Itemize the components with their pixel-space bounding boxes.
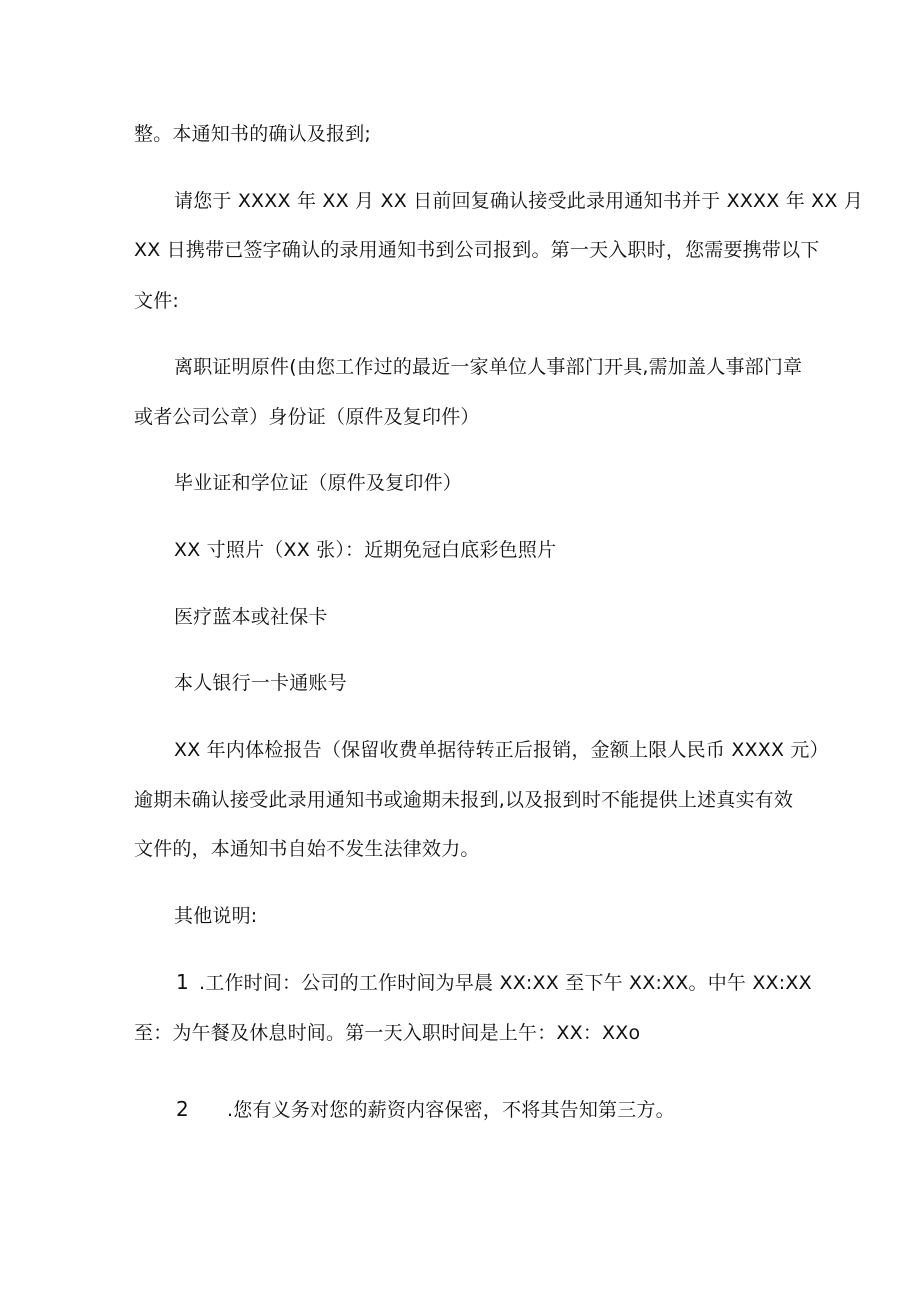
paragraph-line: 文件的，本通知书自始不发生法律效力。: [134, 838, 480, 860]
list-item: 医疗蓝本或社保卡: [174, 606, 328, 628]
paragraph-line: XX 日携带已签字确认的录用通知书到公司报到。第一天入职时，您需要携带以下: [134, 239, 820, 261]
paragraph-line: 或者公司公章）身份证（原件及复印件）: [134, 406, 480, 428]
paragraph-line: XX 年内体检报告（保留收费单据待转正后报销，金额上限人民币 XXXX 元）: [174, 739, 829, 761]
paragraph-line: 离职证明原件(由您工作过的最近一家单位人事部门开具,需加盖人事部门章: [174, 356, 803, 378]
paragraph-line: .工作时间：公司的工作时间为早晨 XX:XX 至下午 XX:XX。中午 XX:XX: [199, 972, 812, 994]
list-item: XX 寸照片（XX 张）：近期免冠白底彩色照片: [174, 539, 557, 561]
paragraph-line: .您有义务对您的薪资内容保密，不将其告知第三方。: [227, 1099, 675, 1121]
paragraph-line: 逾期未确认接受此录用通知书或逾期未报到,以及报到时不能提供上述真实有效: [134, 789, 794, 811]
paragraph-line: 文件:: [134, 290, 180, 312]
paragraph-line: 整。本通知书的确认及报到;: [134, 123, 372, 145]
item-number: 1: [176, 970, 189, 994]
section-heading: 其他说明:: [174, 905, 258, 927]
list-item: 毕业证和学位证（原件及复印件）: [174, 472, 463, 494]
item-number: 2: [176, 1097, 189, 1121]
paragraph-line: 请您于 XXXX 年 XX 月 XX 日前回复确认接受此录用通知书并于 XXXX 年 XX 月: [174, 190, 864, 212]
paragraph-line: 至：为午餐及休息时间。第一天入职时间是上午：XX：XXo: [134, 1022, 641, 1044]
list-item: 本人银行一卡通账号: [174, 672, 347, 694]
